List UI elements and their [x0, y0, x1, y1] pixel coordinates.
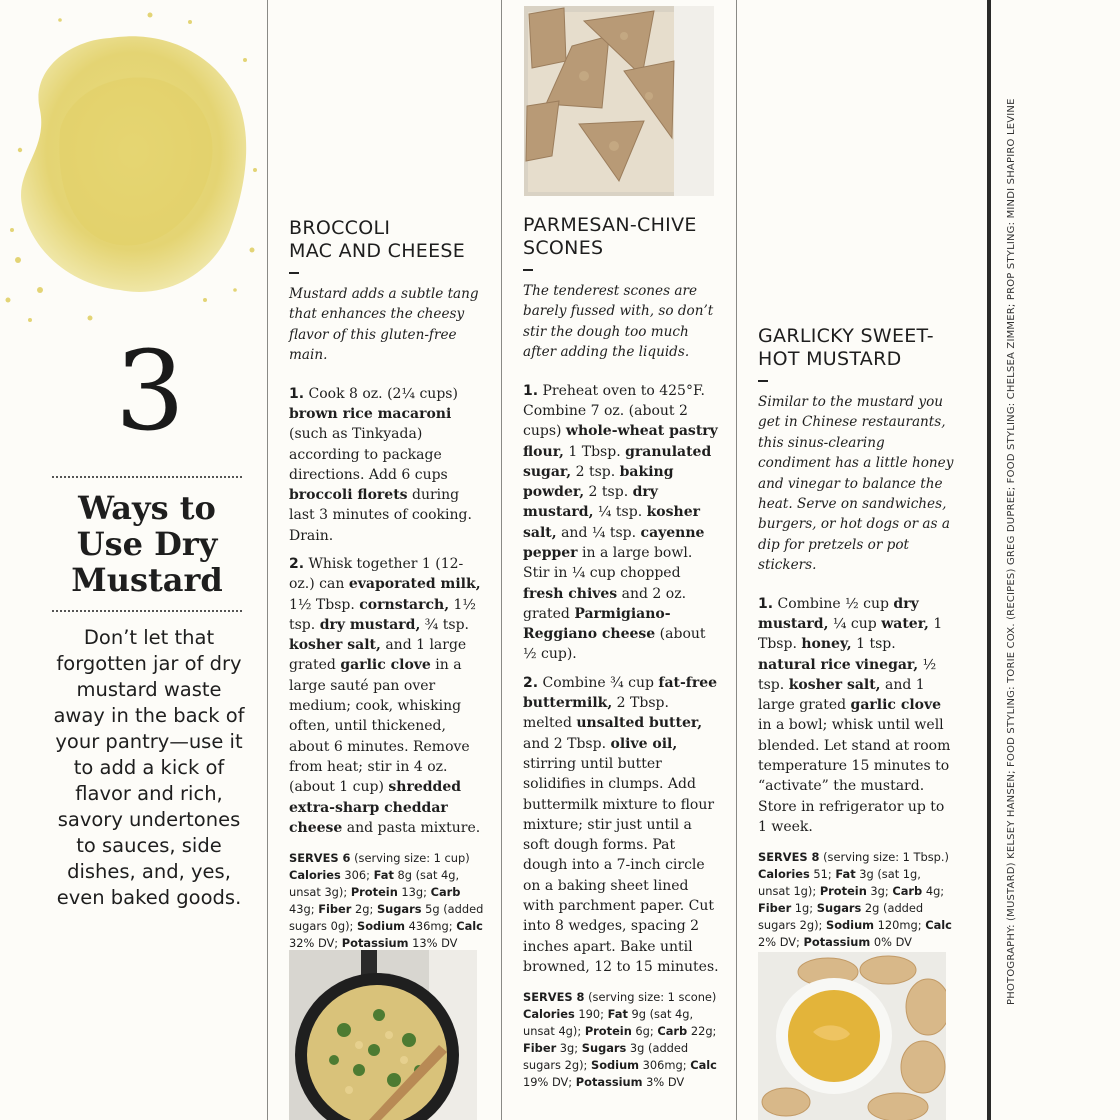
- ingredient: fat-free buttermilk,: [523, 674, 718, 712]
- mustard-powder-image: [0, 0, 262, 340]
- nutri-label: Protein: [819, 884, 867, 899]
- recipe-step: [758, 594, 956, 838]
- nutri-label: Sugars: [816, 901, 862, 916]
- dotted-divider-bottom: [52, 610, 242, 612]
- nutri-text: 51;: [809, 867, 836, 882]
- ingredient: cayenne pepper: [523, 524, 705, 561]
- step-text: ½ tsp.: [758, 656, 937, 693]
- nutri-label: Fiber: [318, 902, 352, 917]
- step-text: Whisk together 1 (12-oz.) can: [289, 556, 464, 593]
- nutri-text: 0% DV: [870, 935, 912, 950]
- nutri-label: Protein: [584, 1024, 632, 1039]
- photo-credit-text: PHOTOGRAPHY: (MUSTARD) KELSEY HANSEN; FOOD STYLING: TORIE COX. (RECIPES) GREG DUPREE; FOOD STYLING: CHELSEA ZIMMER; PROP STYLING: MINDI SHAPIRO LEVINE: [1006, 98, 1017, 1005]
- recipe-title: [758, 325, 956, 371]
- nutri-text: (serving size: 1 Tbsp.): [819, 850, 949, 865]
- title-line-1: PARMESAN-CHIVE: [523, 214, 697, 236]
- nutri-label: Carb: [892, 884, 923, 899]
- recipe-lead: Mustard adds a subtle tang that enhances the cheesy flavor of this gluten-free main.: [289, 286, 479, 364]
- mac-and-cheese-photo: [289, 950, 477, 1120]
- nutri-text: 436mg;: [405, 919, 457, 934]
- step-text: 1 Tbsp.: [758, 615, 943, 653]
- recipe-step: [523, 673, 721, 977]
- nutri-text: 3g (sat 1g, unsat 1g);: [758, 867, 921, 899]
- nutri-text: (serving size: 1 cup): [350, 851, 470, 866]
- column-rule-2: [501, 0, 502, 1120]
- nutri-label: Calories: [289, 868, 341, 883]
- ingredient: brown rice macaroni: [289, 405, 452, 422]
- sidebar-heading: Ways to Use Dry Mustard: [71, 489, 223, 599]
- ingredient: kosher salt,: [788, 676, 881, 693]
- scones-photo: [524, 6, 714, 196]
- nutri-label: Calories: [523, 1007, 575, 1022]
- ingredient: olive oil,: [610, 735, 678, 752]
- nutri-text: 306mg;: [639, 1058, 691, 1073]
- ingredient: broccoli florets: [289, 487, 408, 504]
- step-number: 2.: [289, 556, 305, 572]
- nutri-text: 1g;: [791, 901, 817, 916]
- serves: SERVES 6: [289, 851, 351, 866]
- nutri-text: 120mg;: [874, 918, 926, 933]
- nutri-text: 2g;: [351, 902, 377, 917]
- nutri-text: 3g;: [556, 1041, 582, 1056]
- nutrition-info: [523, 989, 721, 1091]
- step-text: 1 tsp.: [851, 636, 896, 653]
- nutri-text: 306;: [340, 868, 374, 883]
- ingredient: whole-wheat pastry flour,: [523, 423, 718, 460]
- photo-credit: [1006, 98, 1020, 1006]
- step-number: 1.: [289, 385, 305, 402]
- ingredient: dry mustard,: [319, 616, 421, 633]
- nutri-label: Calc: [690, 1058, 717, 1073]
- serves: SERVES 8: [523, 990, 585, 1005]
- title-dash: [758, 380, 768, 382]
- ingredient: fresh chives: [523, 585, 618, 602]
- nutri-label: Calories: [758, 867, 810, 882]
- ingredient: garlic clove: [340, 657, 431, 674]
- step-text: in a large bowl. Stir in ¼ cup chopped: [523, 545, 693, 582]
- title-dash: [289, 272, 299, 274]
- nutri-label: Carb: [657, 1024, 688, 1039]
- nutri-label: Sugars: [376, 902, 422, 917]
- nutri-text: 43g;: [289, 902, 319, 917]
- nutri-text: 6g;: [631, 1024, 658, 1039]
- ingredient: unsalted butter,: [576, 715, 703, 732]
- step-text: Cook 8 oz. (2¼ cups): [308, 385, 458, 402]
- nutri-label: Sodium: [590, 1058, 640, 1073]
- nutri-text: 19% DV;: [523, 1075, 576, 1090]
- step-number: 1.: [758, 595, 774, 612]
- ingredient: garlic clove: [850, 697, 942, 714]
- ingredient: Parmigiano-Reggiano cheese: [523, 605, 671, 643]
- step-text: ¼ tsp.: [593, 504, 647, 521]
- nutri-text: 3g;: [866, 884, 893, 899]
- step-text: and 2 oz. grated: [523, 585, 687, 622]
- ingredient: dry mustard,: [758, 595, 919, 632]
- step-text: 1½ tsp.: [289, 596, 477, 633]
- nutri-label: Sodium: [825, 918, 875, 933]
- step-text: and 2 Tbsp.: [523, 735, 611, 752]
- step-text: ¾ tsp.: [420, 616, 470, 633]
- step-text: 1 Tbsp.: [563, 443, 626, 460]
- nutri-text: 8g (sat 4g, unsat 3g);: [289, 868, 460, 900]
- nutri-label: Potassium: [575, 1075, 643, 1090]
- title-line-2: MAC AND CHEESE: [289, 240, 466, 262]
- nutri-text: 13% DV: [408, 936, 458, 951]
- nutri-text: 5g (added sugars 0g);: [289, 902, 484, 934]
- step-text: Combine ¾ cup: [542, 674, 659, 691]
- step-text: and 1 large grated: [289, 637, 467, 674]
- ingredient: shredded extra-sharp cheddar cheese: [289, 779, 462, 836]
- nutri-label: Fat: [835, 867, 856, 882]
- step-text: stirring until butter solidifies in clumps. Add buttermilk mixture to flour mixture; stir just until a soft dough forms. Pat dough into a 7-inch circle on a baking sheet lined with parchment paper. Cut into 8 wedges, spacing 2 inches apart. Bake until browned, 12 to 15 minutes.: [523, 755, 719, 975]
- ingredient: cornstarch,: [359, 596, 450, 613]
- recipe-parmesan-scones: [523, 214, 721, 1091]
- nutri-label: Calc: [925, 918, 952, 933]
- nutri-label: Carb: [430, 885, 461, 900]
- step-text: 1½ Tbsp.: [289, 596, 360, 613]
- ingredient: natural rice vinegar,: [758, 656, 919, 673]
- step-text: and ¼ tsp.: [556, 524, 641, 541]
- nutri-label: Fiber: [523, 1041, 557, 1056]
- recipe-step: [523, 381, 721, 665]
- step-text: (about ½ cup).: [523, 626, 706, 663]
- recipe-title: [523, 214, 721, 260]
- nutri-label: Fat: [373, 868, 394, 883]
- nutri-text: 4g;: [922, 884, 945, 899]
- column-rule-3: [736, 0, 737, 1120]
- title-line-2: HOT MUSTARD: [758, 348, 902, 370]
- recipe-lead: The tenderest scones are barely fussed with, so don’t stir the dough too much after adding the liquids.: [523, 283, 714, 361]
- nutri-label: Sodium: [356, 919, 406, 934]
- title-line-2: SCONES: [523, 237, 604, 259]
- nutri-text: 2g (added sugars 2g);: [758, 901, 924, 933]
- step-text: ¼ cup: [828, 615, 882, 632]
- step-text: (such as Tinkyada) according to package directions. Add 6 cups: [289, 426, 448, 483]
- step-text: and 1 large grated: [758, 676, 925, 714]
- nutri-text: (serving size: 1 scone): [584, 990, 717, 1005]
- ingredient: water,: [881, 615, 929, 632]
- dotted-divider-top: [52, 476, 242, 478]
- nutri-label: Sugars: [581, 1041, 627, 1056]
- recipe-broccoli-mac: [289, 217, 485, 952]
- nutri-label: Potassium: [341, 936, 409, 951]
- step-text: Combine ½ cup: [777, 595, 894, 612]
- nutri-label: Calc: [456, 919, 483, 934]
- ingredient: evaporated milk,: [348, 576, 481, 593]
- step-number: 2.: [523, 674, 539, 691]
- title-dash: [523, 269, 533, 271]
- recipe-lead: Similar to the mustard you get in Chinese restaurants, this sinus-clearing condiment has a little honey and vinegar to balance the heat. Serve on sandwiches, burgers, or hot dogs or as a dip for pretzels or pot stickers.: [758, 394, 954, 574]
- sidebar-intro: Don’t let that forgotten jar of dry mustard waste away in the back of your pantry—use it to add a kick of flavor and rich, savory undertones to sauces, side dishes, and, yes, even baked goods.: [53, 626, 245, 909]
- serves: SERVES 8: [758, 850, 820, 865]
- step-text: in a bowl; whisk until well blended. Let stand at room temperature 15 minutes to “activate” the mustard. Store in refrigerator up to 1 week.: [758, 717, 951, 835]
- nutri-text: 13g;: [397, 885, 431, 900]
- nutri-label: Protein: [350, 885, 398, 900]
- nutri-text: 22g;: [687, 1024, 717, 1039]
- recipe-title: [289, 217, 485, 263]
- recipe-sweet-hot-mustard: [758, 325, 956, 951]
- ingredient: granulated sugar,: [523, 443, 712, 480]
- column-rule-1: [267, 0, 268, 1120]
- nutri-label: Fat: [607, 1007, 628, 1022]
- step-text: Preheat oven to 425°F. Combine 7 oz. (about 2 cups): [523, 382, 705, 440]
- nutri-label: Fiber: [758, 901, 792, 916]
- nutri-text: 3g (added sugars 2g);: [523, 1041, 689, 1073]
- big-number-three: 3: [115, 327, 185, 455]
- step-text: 2 tsp.: [584, 484, 633, 501]
- nutri-text: 3% DV: [642, 1075, 685, 1090]
- ingredient: dry mustard,: [523, 484, 658, 521]
- step-text: during last 3 minutes of cooking. Drain.: [289, 487, 472, 544]
- recipe-step: [289, 384, 485, 546]
- column-rule-edge: [987, 0, 991, 1120]
- step-text: 2 Tbsp. melted: [523, 695, 669, 732]
- ingredient: kosher salt,: [523, 504, 700, 541]
- ingredient: honey,: [801, 636, 852, 653]
- nutri-text: 190;: [574, 1007, 608, 1022]
- nutri-text: 2% DV;: [758, 935, 804, 950]
- ingredient: baking powder,: [523, 463, 674, 501]
- ingredient: kosher salt,: [289, 637, 381, 654]
- nutri-text: 32% DV;: [289, 936, 342, 951]
- nutri-text: 9g (sat 4g, unsat 4g);: [523, 1007, 694, 1039]
- nutrition-info: [289, 850, 485, 952]
- step-text: 2 tsp.: [571, 463, 620, 480]
- title-line-1: BROCCOLI: [289, 217, 391, 239]
- mustard-dip-photo: [758, 952, 946, 1120]
- step-number: 1.: [523, 382, 539, 399]
- nutrition-info: [758, 849, 956, 951]
- recipe-step: [289, 554, 485, 838]
- step-text: in a large sauté pan over medium; cook, whisking often, until thickened, about 6 minutes. Remove from heat; stir in 4 oz. (about 1 cup): [289, 657, 470, 796]
- nutri-label: Potassium: [803, 935, 871, 950]
- title-line-1: GARLICKY SWEET-: [758, 325, 934, 347]
- step-text: and pasta mixture.: [342, 819, 481, 836]
